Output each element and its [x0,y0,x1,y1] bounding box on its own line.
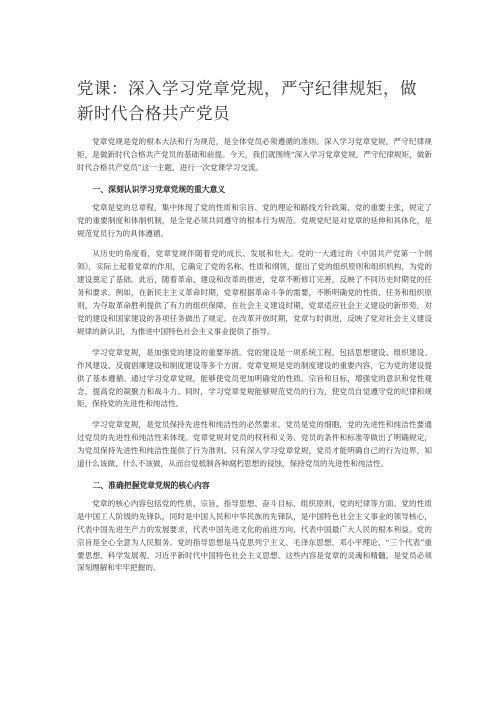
document-title: 党课：深入学习党章党规，严守纪律规矩，做新时代合格共产党员 [77,79,417,123]
intro-paragraph: 党章党规是党的根本大法和行为规范，是全体党员必须遵循的准则。深入学习党章党规，严守纪律规矩，是做新时代合格共产党员的基础和前提。今天，我们就围绕“深入学习党章党规，严守纪律规矩，做新时代合格共产党员”这一主题，进行一次党课学习交流。 [77,137,432,172]
section-1-paragraph: 学习党章党规，是加强党的建设的重要举措。党的建设是一项系统工程，包括思想建设、组织建设、作风建设、反腐倡廉建设和制度建设等多个方面。党章党规是党的制度建设的重要内容，它为党的建设提供了基本遵循。通过学习党章党规，能够使党员更加明确党的性质、宗旨和目标，增强党的意识和党性观念，提高党的凝聚力和战斗力。同时，学习党章党规能够规范党员的行为，使党员自觉遵守党的纪律和规矩，保持党的先进性和纯洁性。 [77,347,432,409]
section-2-heading: 二、准确把握党章党规的核心内容 [92,480,210,490]
section-1-paragraph: 从历史的角度看，党章党规伴随着党的成长、发展和壮大。党的一大通过的《中国共产党第一个纲领》，实际上起着党章的作用，它确定了党的名称、性质和纲领，提出了党的组织原则和组织机构，为党的建设奠定了基础。此后，随着革命、建设和改革的推进，党章不断修订完善，反映了不同历史时期党的任务和要求。例如，在新民主主义革命时期，党章根据革命斗争的需要，不断明确党的性质、任务和组织原则，为夺取革命胜利提供了有力的组织保障。在社会主义建设时期，党章适应社会主义建设的新形势，对党的建设和国家建设的各项任务做出了规定。在改革开放时期，党章与时俱进，反映了党对社会主义建设规律的新认识，为推进中国特色社会主义事业提供了指导。 [77,249,432,336]
document-body [77,76,432,583]
section-1-paragraph: 学习党章党规，是党员保持先进性和纯洁性的必然要求。党员是党的细胞，党的先进性和纯洁性要通过党员的先进性和纯洁性来体现。党章党规对党员的权利和义务、党员的条件和标准等做出了明确规定，为党员保持先进性和纯洁性提供了行为准则。只有深入学习党章党规，党员才能明确自己的行为边界，知道什么该做、什么不该做，从而自觉抵制各种腐朽思想的侵蚀，保持党员的先进性和纯洁性。 [77,420,432,469]
section-1-heading: 一、深刻认识学习党章党规的重大意义 [92,184,226,194]
section-2-paragraph: 党章的核心内容包括党的性质、宗旨、指导思想、奋斗目标、组织原则、党的纪律等方面。党的性质是中国工人阶级的先锋队，同时是中国人民和中华民族的先锋队，是中国特色社会主义事业的领导核心，代表中国先进生产力的发展要求，代表中国先进文化的前进方向，代表中国最广大人民的根本利益。党的宗旨是全心全意为人民服务。党的指导思想是马克思列宁主义、毛泽东思想、邓小平理论、“三个代表”重要思想、科学发展观、习近平新时代中国特色社会主义思想。这些内容是党章的灵魂和精髓，是党员必须深刻理解和牢牢把握的。 [77,498,432,573]
section-1-paragraph: 党章是党的总章程，集中体现了党的性质和宗旨、党的理论和路线方针政策、党的重要主张，规定了党的重要制度和体制机制，是全党必须共同遵守的根本行为规范。党规党纪是对党章的延伸和具体化，是规范党员行为的具体遵循。 [77,202,432,238]
